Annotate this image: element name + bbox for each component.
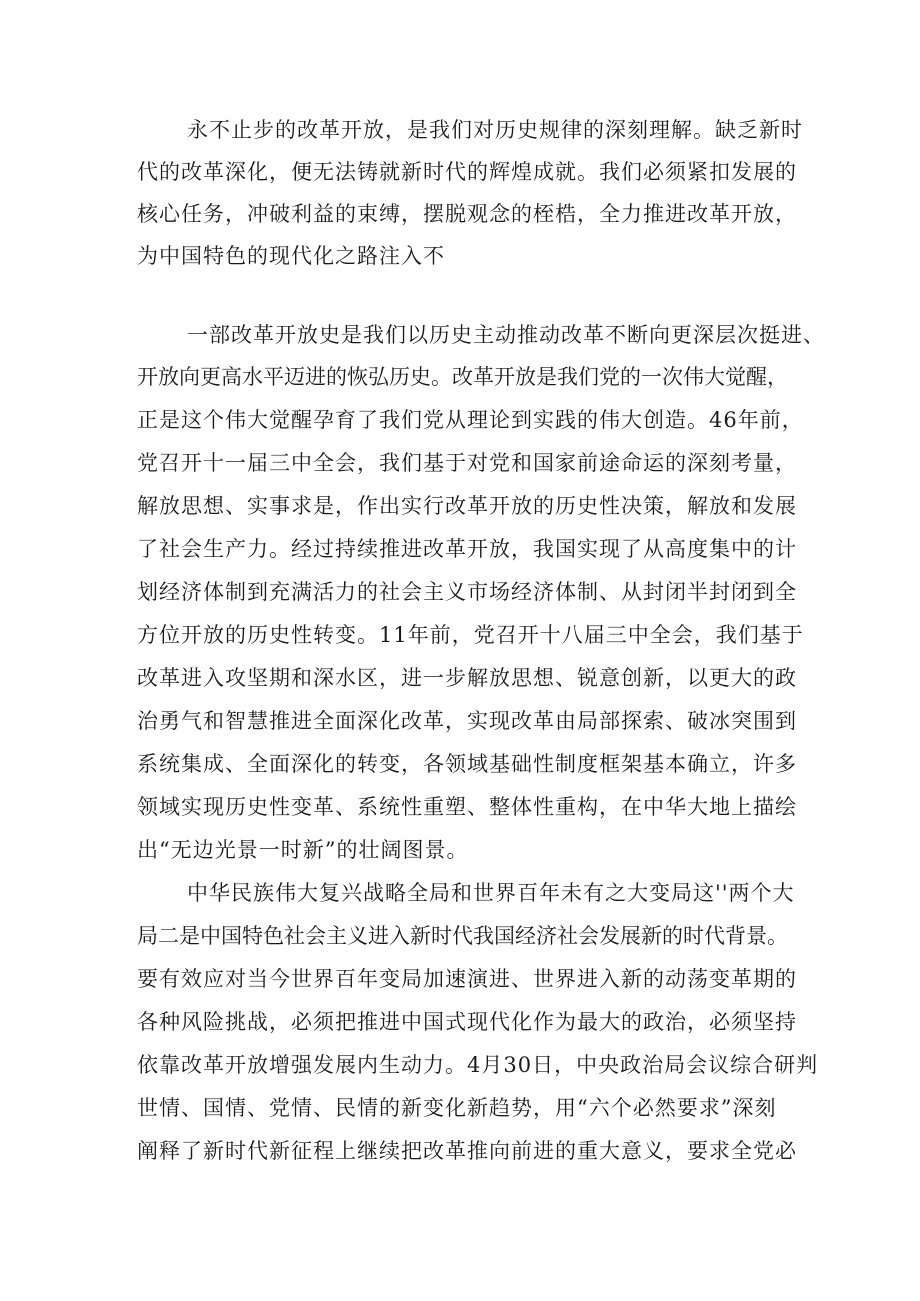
paragraph-line: 要有效应对当今世界百年变局加速演进、世界进入新的动荡变革期的	[137, 967, 797, 991]
paragraph-line: 一部改革开放史是我们以历史主动推动改革不断向更深层次挺进、	[187, 323, 825, 347]
paragraph-line: 阐释了新时代新征程上继续把改革推向前进的重大意义，要求全党必	[137, 1139, 797, 1163]
paragraph-line: 中华民族伟大复兴战略全局和世界百年未有之大变局这''两个大	[187, 881, 795, 905]
paragraph-line: 依靠改革开放增强发展内生动力。4月30日，中央政治局会议综合研判	[137, 1053, 819, 1077]
paragraph-line: 正是这个伟大觉醒孕育了我们党从理论到实践的伟大创造。46年前，	[137, 408, 804, 432]
paragraph-line: 核心任务，冲破利益的束缚，摆脱观念的桎梏，全力推进改革开放，	[137, 202, 797, 226]
paragraph-line: 党召开十一届三中全会，我们基于对党和国家前途命运的深刻考量，	[137, 451, 797, 475]
paragraph-line: 领域实现历史性变革、系统性重塑、整体性重构，在中华大地上描绘	[137, 795, 797, 819]
paragraph-line: 为中国特色的现代化之路注入不	[137, 244, 445, 268]
paragraph-line: 治勇气和智慧推进全面深化改革，实现改革由局部探索、破冰突围到	[137, 709, 797, 733]
paragraph-line: 划经济体制到充满活力的社会主义市场经济体制、从封闭半封闭到全	[137, 580, 797, 604]
paragraph-line: 各种风险挑战，必须把推进中国式现代化作为最大的政治，必须坚持	[137, 1010, 797, 1034]
paragraph-line: 代的改革深化，便无法铸就新时代的辉煌成就。我们必须紧扣发展的	[137, 160, 797, 184]
paragraph-line: 了社会生产力。经过持续推进改革开放，我国实现了从高度集中的计	[137, 537, 797, 561]
paragraph-line: 解放思想、实事求是，作出实行改革开放的历史性决策，解放和发展	[137, 494, 797, 518]
paragraph-line: 永不止步的改革开放，是我们对历史规律的深刻理解。缺乏新时	[187, 118, 803, 142]
paragraph-line: 世情、国情、党情、民情的新变化新趋势，用“六个必然要求”深刻	[137, 1096, 777, 1120]
paragraph-line: 改革进入攻坚期和深水区，进一步解放思想、锐意创新，以更大的政	[137, 666, 797, 690]
paragraph-line: 方位开放的历史性转变。11年前，党召开十八届三中全会，我们基于	[137, 623, 804, 647]
paragraph-line: 局二是中国特色社会主义进入新时代我国经济社会发展新的时代背景。	[137, 924, 788, 948]
paragraph-line: 出“无边光景一时新”的壮阔图景。	[137, 838, 469, 862]
paragraph-line: 系统集成、全面深化的转变，各领域基础性制度框架基本确立，许多	[137, 752, 797, 776]
paragraph-line: 开放向更高水平迈进的恢弘历史。改革开放是我们党的一次伟大觉醒，	[137, 365, 788, 389]
